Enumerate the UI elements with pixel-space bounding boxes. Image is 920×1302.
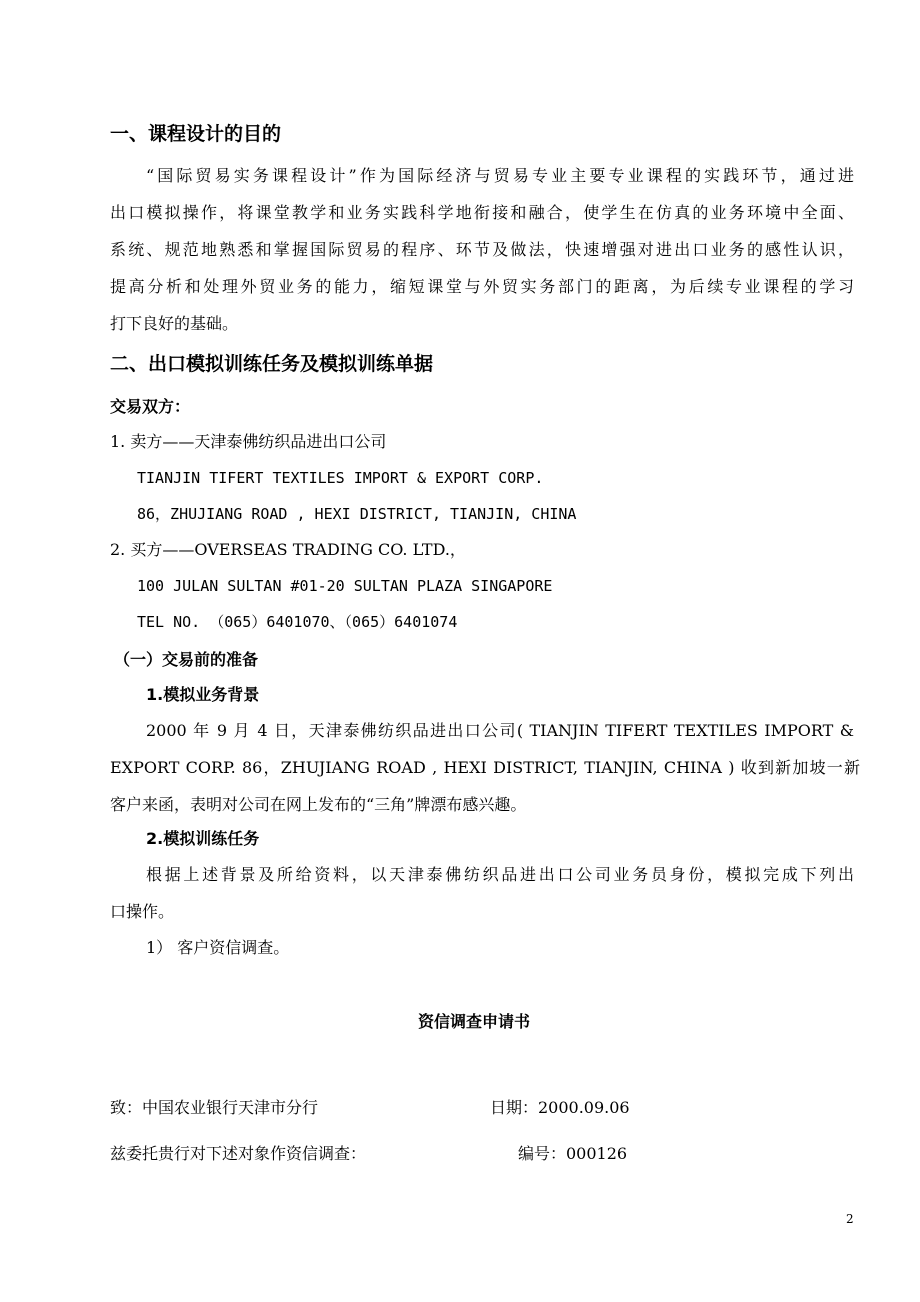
form-date: 日期：2000.09.06 [490, 1098, 630, 1117]
form-recipient: 致：中国农业银行天津市分行 [110, 1098, 319, 1117]
background-heading: 1.模拟业务背景 [146, 685, 260, 704]
paragraph-line: 出口模拟操作，将课堂教学和业务实践科学地衔接和融合，使学生在仿真的业务环境中全面、 [110, 203, 854, 222]
task-line: 口操作。 [110, 902, 175, 921]
task-line: 根据上述背景及所给资料，以天津泰佛纺织品进出口公司业务员身份，模拟完成下列出 [146, 865, 854, 884]
form-request-text: 兹委托贵行对下述对象作资信调查： [110, 1144, 367, 1163]
paragraph-line: 打下良好的基础。 [110, 314, 239, 333]
paragraph-line: 系统、规范地熟悉和掌握国际贸易的程序、环节及做法，快速增强对进出口业务的感性认识， [110, 240, 854, 259]
seller-line: 1. 卖方——天津泰佛纺织品进出口公司 [110, 432, 387, 451]
seller-address: 86，ZHUJIANG ROAD , HEXI DISTRICT, TIANJIN, CHINA [137, 505, 577, 523]
section-heading-purpose: 一、课程设计的目的 [110, 123, 282, 145]
buyer-line: 2. 买方——OVERSEAS TRADING CO. LTD.， [110, 540, 466, 559]
buyer-address: 100 JULAN SULTAN #01-20 SULTAN PLAZA SINGAPORE [137, 577, 553, 595]
parties-label: 交易双方： [110, 397, 191, 416]
form-number: 编号：000126 [518, 1144, 628, 1163]
background-line: 客户来函，表明对公司在网上发布的“三角”牌漂布感兴趣。 [110, 795, 527, 814]
page-number: 2 [846, 1212, 854, 1226]
buyer-phone: TEL NO. （065）6401070、（065）6401074 [137, 613, 458, 631]
section-heading-export-training: 二、出口模拟训练任务及模拟训练单据 [110, 353, 434, 375]
paragraph-line: 提高分析和处理外贸业务的能力，缩短课堂与外贸实务部门的距离，为后续专业课程的学习 [110, 277, 854, 296]
seller-company-english: TIANJIN TIFERT TEXTILES IMPORT & EXPORT CORP. [137, 469, 544, 487]
background-line: EXPORT CORP. 86，ZHUJIANG ROAD , HEXI DISTRICT, TIANJIN, CHINA ) 收到新加坡一新 [110, 758, 860, 777]
task-item: 1） 客户资信调查。 [146, 938, 290, 957]
paragraph-line: “国际贸易实务课程设计”作为国际经济与贸易专业主要专业课程的实践环节，通过进 [146, 166, 854, 185]
prep-heading: （一）交易前的准备 [114, 650, 259, 669]
form-title: 资信调查申请书 [418, 1012, 531, 1031]
task-heading: 2.模拟训练任务 [146, 829, 260, 848]
background-line: 2000 年 9 月 4 日，天津泰佛纺织品进出口公司( TIANJIN TIFERT TEXTILES IMPORT & [146, 721, 854, 740]
